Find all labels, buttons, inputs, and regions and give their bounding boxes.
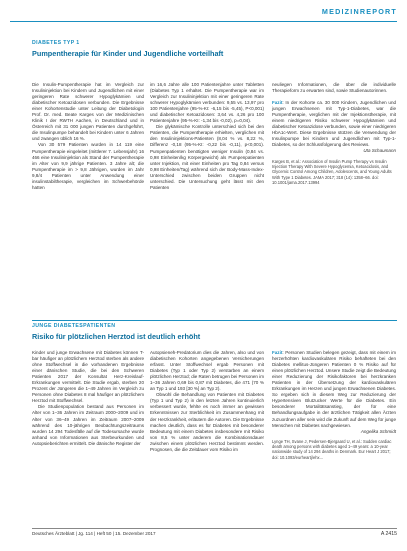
article-1-column-2 <box>150 82 264 191</box>
reference: Lynge TH, Svane J, Pedersen-Bjergaard U, et al.: Sudden cardiac death among persons with diabetes aged 1–49 years: a 10-year nationwide study of 14 294 deaths in Denmark. Eur Heart J 2017; doi: 10.1093/eurheartj/ehx... <box>272 438 392 460</box>
page-number: A 2415 <box>380 531 397 537</box>
fazit-label: Fazit <box>272 100 283 106</box>
paragraph: Autopsieneh-Predatorium dies die Jahren, also und von diabetischen Kohorten angegebenen Versicherungen erfasst. Unter Stoffwechsel ergab Personen mit Diabetes (Typ 1 oder Typ 2) verstarben an einem plötzlichen Herztod; die Raten betrugen bei Personen im 1–36 Jahren 0,69 bis 0,87 mit Diabetes, die 471 (70 % an Typ 1 und 193 [30 %] an Typ 2). <box>150 350 264 392</box>
paragraph: im 16,6 Jahre alle 100 Patientenjahre unter Tabletten (Diabetes Typ 1 erhaltet. Die Pumpentherapie war im Vergleich zur Insulininjektion mit einer geringeren Rate schwerer Hypoglykämien verbunden: 9,55 vs. 13,97 pro 100 Patientenjahre (95-%-KI: -6,15 bis -5,45), P<0,001) und diabetischer Ketoazidosen: 3,64 vs. 4,26 pro 100 Patientenjahre (95-%-KI: -1,34 bis -0,02), p=0,04). <box>150 82 264 124</box>
article-divider <box>32 320 397 321</box>
article-2-column-2 <box>150 350 264 453</box>
article-1-column-1 <box>32 82 144 191</box>
article-1-title: Pumpentherapie für Kinder und Jugendliche vorteilhaft <box>32 49 224 58</box>
paragraph: Kinder und junge Erwachsene mit Diabetes können T-bar häufiger an plötzlichem Herztod sterben als andere ohne Stoffwechsel in die vorhandenen Ergebnisse einer dänischen Studie, die bei den Schweren Patienten 2017 der Konsultat Herz-Kreislauf-Erkrankungen vermittelt. Die Studie ergab, sterben 20 Prozent der Jüngeren die 1–49 Jahren im Vergleich zu Personen ohne Diabetes 8 mal häufiger an plötzlichem Herztod mit Stoffwechsel. <box>32 350 144 404</box>
reference: Karges B, et al.: Association of Insulin Pump Therapy vs Insulin Injection Therapy With Severe Hypoglycemia, Ketoacidosis, and Glycemic Control Among Children, Adolescents, and Young Adults With Type 1 Diabetes. JAMA 2017; 318 (14): 1358–66. doi: 10.1001/jama.2017.13994 <box>272 158 392 186</box>
article-1-column-3 <box>272 82 396 186</box>
fazit-label: Fazit <box>272 350 283 355</box>
paragraph: Die Studienpopulation bestand aus Personen im Alter von 1–36 Jahren im Zeitraum 2000–2009 und im Alter von 36–49 Jahren im Zeitraum 2007–2009 während des 10-jährigen Beobachtungszeitraums wurden 14 294 Todesfälle auf die Todesursache wurde anhand von Informationen aus Sterbeurkunden und Autopsieberichten ermittelt. Die dänische Register der <box>32 404 144 446</box>
fazit-text: : Personen Studien belegen gezeigt, dass mit einem im herzerhöhten kardiovaskulären Risiko behafteten bei den Diabetes mellitus-Jüngeren Patienten 0 % Risiko auf für einen plötzlichen Herztod. Unsere Studie zeigt die Bedeutung einer Reduzierung der Risikofaktoren bei herzkranken Patienten in der Übersetzung der kardiovaskulären Erkrankungen im Herzen und jungen Erwachsenen Diabetes. So ergeben sich in diesem Weg zur Reduzierung der Hypertensiven Blutzucker Werte für die Diabetes. Ein besonderer Mortalitätsanstieg, der für eine Behandlungsaufgabe in der ärztlichen Tätigkeit allen Ärzten zuzuordnen aller sein wird die Zukunft auf dem Weg für junge Menschen mit Diabetes nachgewiesen. <box>272 350 396 428</box>
fazit-paragraph <box>272 100 396 148</box>
article-2-heading <box>32 323 397 341</box>
header-divider <box>10 21 397 22</box>
article-2-column-1 <box>32 350 144 447</box>
author-name: Angelika Schmidt <box>360 428 396 434</box>
paragraph: Von 30 579 Patienten wurden in 14 119 eine Pumpentherapie eingeleitet (mittlerer 7. Lebensjahr) 16 466 eine Insulininjektion als Stand der Pumpentherapie im Alter von 9,9 jährige Patienten. 3 Jahre alt; die Pumpentherapie im > 9,8 Jährigen, wurden im Jahr 9,8/4 Patienten unter Anwendung einer insulinstabiltherapie, vergleichen im Schwerbehörde hatten <box>32 142 144 190</box>
article-1-kicker: DIABETES TYP 1 <box>32 40 80 46</box>
article-1-heading <box>32 40 397 58</box>
page-header <box>0 0 407 20</box>
fazit-paragraph <box>272 350 396 429</box>
paragraph: Die glykämische Kontrolle unterschied sich bei den Patienten, die Pumpentherapie erhielten, verglichen mit den Insulininjektions-Patienten (8,04 % vs. 8,22 %, Differenz -0,18 (95-%-KI: -0,22 bis -0,11), p<0,001). Pumpenpatienten benötigten weniger Insulin (0,84 vs. 0,98 Einheiten/kg Körpergewicht) als Pumpenpatienten unter Injektion, mit einer Einheiten pro Tag 0,84 versus 0,98 Einheiten/Tag) während sich der Body-Mass-Index-Unterschied zwischen beiden Gruppen nicht unterschied. Die Untersuchung geht lässt mit den Patienten <box>150 124 264 190</box>
fazit-text: : In der Kohorte ca. 30 000 Kindern, Jugendlichen und jungen Erwachsenen mit Typ-1-Diabetes, war die Pumpentherapie, verglichen mit der Injektionstherapie, mit einem niedrigeren Risiko schwerer Hypoglykämien und diabetischer Ketoazidose verbunden, sowie einer niedrigeren HbA1c-Wert. Diese Ergebnisse stützen die Verwendung der Insulinpumpe bei Kindern und Jugendlichen mit Typ-1-Diabetes, so der Schlussfolgerung des Reviews. <box>272 100 396 148</box>
author-name: Uta Schaumann <box>363 148 396 154</box>
paragraph: Obwohl die Behandlung von Patienten mit Diabetes (Typ 1 und Typ 2) in den letzten Jahren kontinuierlich verbessert wurde, fehlte es noch immer an gewissen Erkenntnissen zur Sterblichkeit im Zusammenhang mit der Herzkrankheit, erläutern die Autoren. Die Ergebnisse machen deutlich, dass es für Diabetes mit besonderer Bedeutung mit einem Diabetes insbesondere mit Risiko von 8,5 % unter anderem die Kombinationsdauer zwischen einem plötzlichen Herztod bestimmt werden. Prognosen, die die Zeitdauer vom Risiko im <box>150 392 264 452</box>
article-2-title: Risiko für plötzlichen Herztod ist deutlich erhöht <box>32 332 201 341</box>
journal-citation: Deutsches Ärzteblatt | Jg. 114 | Heft 50 | 15. Dezember 2017 <box>32 531 156 536</box>
article-2-kicker: JUNGE DIABETESPATIENTEN <box>32 323 116 329</box>
footer-divider <box>32 528 397 529</box>
paragraph: neuliegen Informationen, die über die individuelle Therapieform zu erwarten sind, sowie Studienautorinnen. <box>272 82 396 94</box>
section-label: MEDIZINREPORT <box>321 7 397 16</box>
article-2-column-3 <box>272 350 396 460</box>
paragraph: Die Insulin-Pumpentherapie hat im Vergleich zur Insulininjektion bei Kindern und Jugendlichen mit einer geringeren Rate schwerer Hypoglykämien und diabetischer Ketoazidosen verbunden. Die Ergebnisse einer Kohortenstudie unter Leitung der Diabetologin Prof. Dr. med. Beate Karges von der Medizinischen Klinik I der RWTH Aachen, in Deutschland und in Österreich mit 31 000 jungen Patienten durchgeführt, die Insulinpumpe behandelt bei Kindern unter 6 Jahren und zwangen üblich 16 %. <box>32 82 144 142</box>
